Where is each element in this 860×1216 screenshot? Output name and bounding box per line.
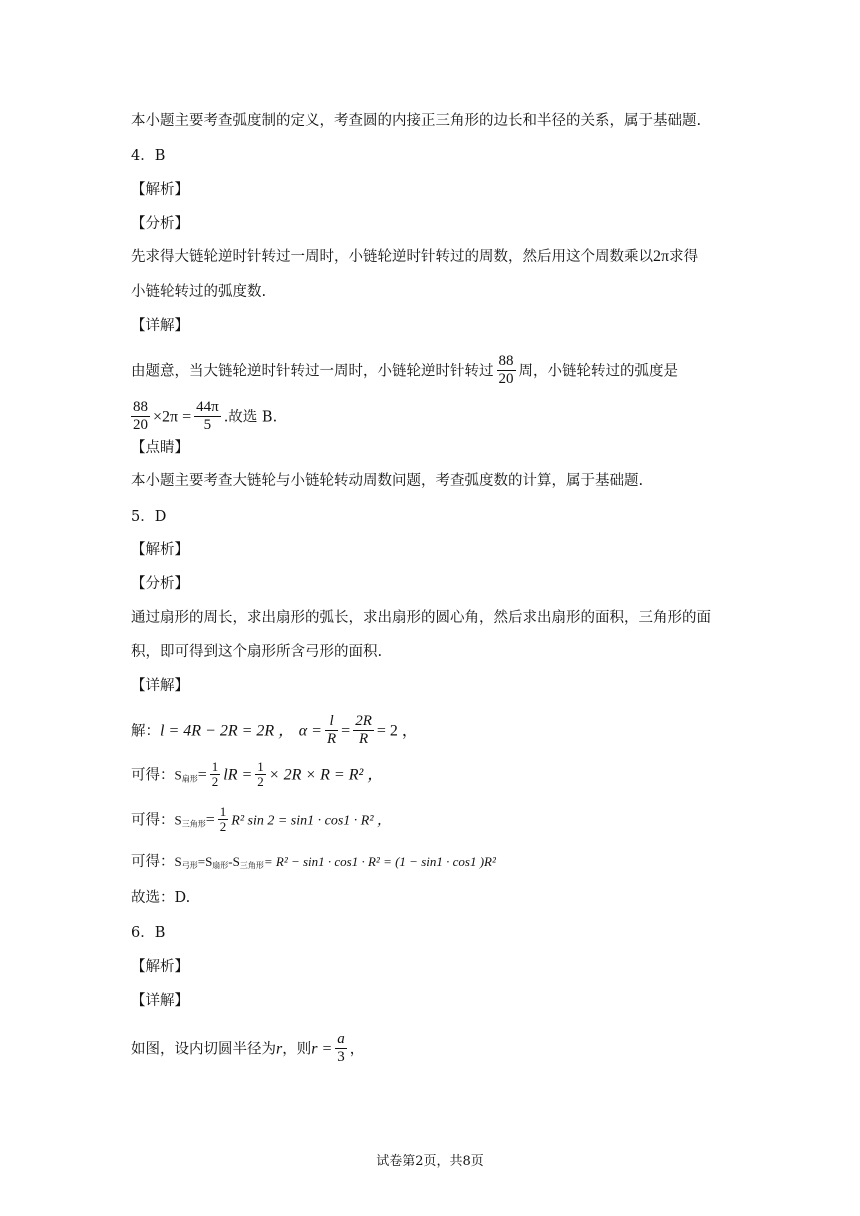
denominator: 5 xyxy=(203,417,212,433)
text-segment: 可得： xyxy=(131,854,175,870)
text-segment: 先求得大链轮逆时针转过一周时，小链轮逆时针转过的周数，然后用这个周数乘以 xyxy=(131,249,653,265)
text-segment: 可得： xyxy=(131,812,175,829)
math-expr: × 2R × R = R² ， xyxy=(268,766,384,784)
text-segment: 求得 xyxy=(669,249,699,265)
text-line: 小链轮转过的弧度数. xyxy=(131,284,267,300)
math-expr: = R² − sin1 · cos1 · R² = (1 − sin1 · cos1 )R² xyxy=(263,854,496,869)
math-symbol: r xyxy=(276,1040,283,1058)
fraction-2R-R xyxy=(353,713,374,748)
text-line: 积，即可得到这个扇形所含弓形的面积. xyxy=(131,644,383,660)
denominator: 2 xyxy=(257,774,264,789)
denominator: R xyxy=(358,731,369,747)
fraction-88-20 xyxy=(131,399,150,434)
math-symbol: S xyxy=(174,767,182,783)
math-expr: = 2 ， xyxy=(376,722,418,740)
section-label: 【解析】 xyxy=(131,182,189,198)
subscript: 扇形 xyxy=(212,861,229,870)
text-line xyxy=(131,354,678,389)
subscript: 扇形 xyxy=(181,774,198,784)
section-label: 【详解】 xyxy=(131,678,189,694)
text-segment: .故选 B. xyxy=(223,409,278,426)
math-expr: lR = xyxy=(223,766,253,784)
fraction-half xyxy=(255,760,266,789)
denominator: 20 xyxy=(133,417,148,433)
text-segment: 由题意，当大链轮逆时针转过一周时，小链轮逆时针转过 xyxy=(131,363,494,380)
denominator: 20 xyxy=(498,371,514,387)
fraction-44pi-5 xyxy=(194,399,221,434)
math-expr: l = 4R − 2R = 2R ， xyxy=(160,722,295,740)
math-symbol: S xyxy=(174,812,182,828)
text-segment: 解： xyxy=(131,723,160,740)
fraction-l-R xyxy=(325,713,338,748)
denominator: 2 xyxy=(211,774,219,789)
page-footer: 试卷第2页，共8页 xyxy=(376,1154,484,1169)
math-expr: ×2π = xyxy=(153,408,192,426)
text-segment: 如图，设内切圆半径为 xyxy=(131,1041,276,1058)
section-label: 【详解】 xyxy=(131,318,189,334)
numerator: 1 xyxy=(219,804,227,819)
text-segment: ， xyxy=(349,1041,365,1058)
math-expr: r = xyxy=(311,1040,333,1058)
section-label: 【解析】 xyxy=(131,959,189,975)
numerator: 1 xyxy=(257,759,264,774)
answer-heading: 6．B xyxy=(131,925,166,941)
numerator: 88 xyxy=(133,399,148,415)
text-segment: ，则 xyxy=(282,1041,312,1058)
equation-line: 解：l = 4R − 2R = 2R ， α = $\frac{l}{R}$ = $\frac{2R}{R}$ = 2 ， xyxy=(131,713,418,747)
section-label: 【分析】 xyxy=(131,576,189,592)
math-expr: -S xyxy=(228,854,240,869)
fraction-a-3 xyxy=(335,1031,347,1066)
equation-line xyxy=(131,400,277,435)
equation-line: 可得：$S_{三角形}=$ $\frac{1}{2}$ R² sin 2 = sin1 · cos1 · R² ， xyxy=(131,804,392,834)
fraction-half xyxy=(210,760,221,789)
subscript: 三角形 xyxy=(239,861,264,870)
section-label: 【解析】 xyxy=(131,542,189,558)
denominator: 3 xyxy=(337,1049,345,1065)
fraction-88-20 xyxy=(497,353,516,388)
math-symbol: S xyxy=(174,854,182,869)
subscript: 弓形 xyxy=(181,861,198,870)
numerator: 1 xyxy=(211,759,219,774)
numerator: l xyxy=(325,713,338,731)
section-label: 【详解】 xyxy=(131,993,189,1009)
answer-heading: 4．B xyxy=(131,148,166,164)
text-segment: 周，小链轮转过的弧度是 xyxy=(518,363,678,380)
numerator: 44π xyxy=(196,399,219,415)
section-label: 【分析】 xyxy=(131,216,189,232)
numerator: 88 xyxy=(498,353,514,369)
math-expr: R² sin 2 = sin1 · cos1 · R² ， xyxy=(231,813,392,829)
equation-line: 可得：$S_{扇形}=$ $\frac{1}{2}$ lR = $\frac{1}{2}$ × 2R × R = R² ， xyxy=(131,759,384,789)
equation-line xyxy=(131,852,496,876)
text-line: 通过扇形的周长，求出扇形的弧长，求出扇形的圆心角，然后求出扇形的面积，三角形的面 xyxy=(131,610,711,626)
equation-line xyxy=(131,1032,364,1067)
denominator: 2 xyxy=(219,819,227,834)
section-label: 【点睛】 xyxy=(131,440,189,456)
numerator: 2R xyxy=(355,713,372,729)
numerator: a xyxy=(337,1031,345,1047)
answer-heading: 5．D xyxy=(131,509,167,525)
math-expr: α = xyxy=(298,722,322,740)
text-line xyxy=(131,247,698,267)
text-line: 本小题主要考查大链轮与小链轮转动周数问题，考查弧度数的计算，属于基础题. xyxy=(131,473,644,489)
math-expr: =S xyxy=(197,854,213,869)
fraction-half xyxy=(218,805,229,834)
text-line: 故选：D. xyxy=(131,890,191,906)
denominator: R xyxy=(326,731,337,747)
text-line: 本小题主要考查弧度制的定义，考查圆的内接正三角形的边长和半径的关系，属于基础题. xyxy=(131,113,702,129)
subscript: 三角形 xyxy=(181,819,206,829)
text-segment: 可得： xyxy=(131,767,175,784)
math-2pi: 2π xyxy=(653,248,670,265)
